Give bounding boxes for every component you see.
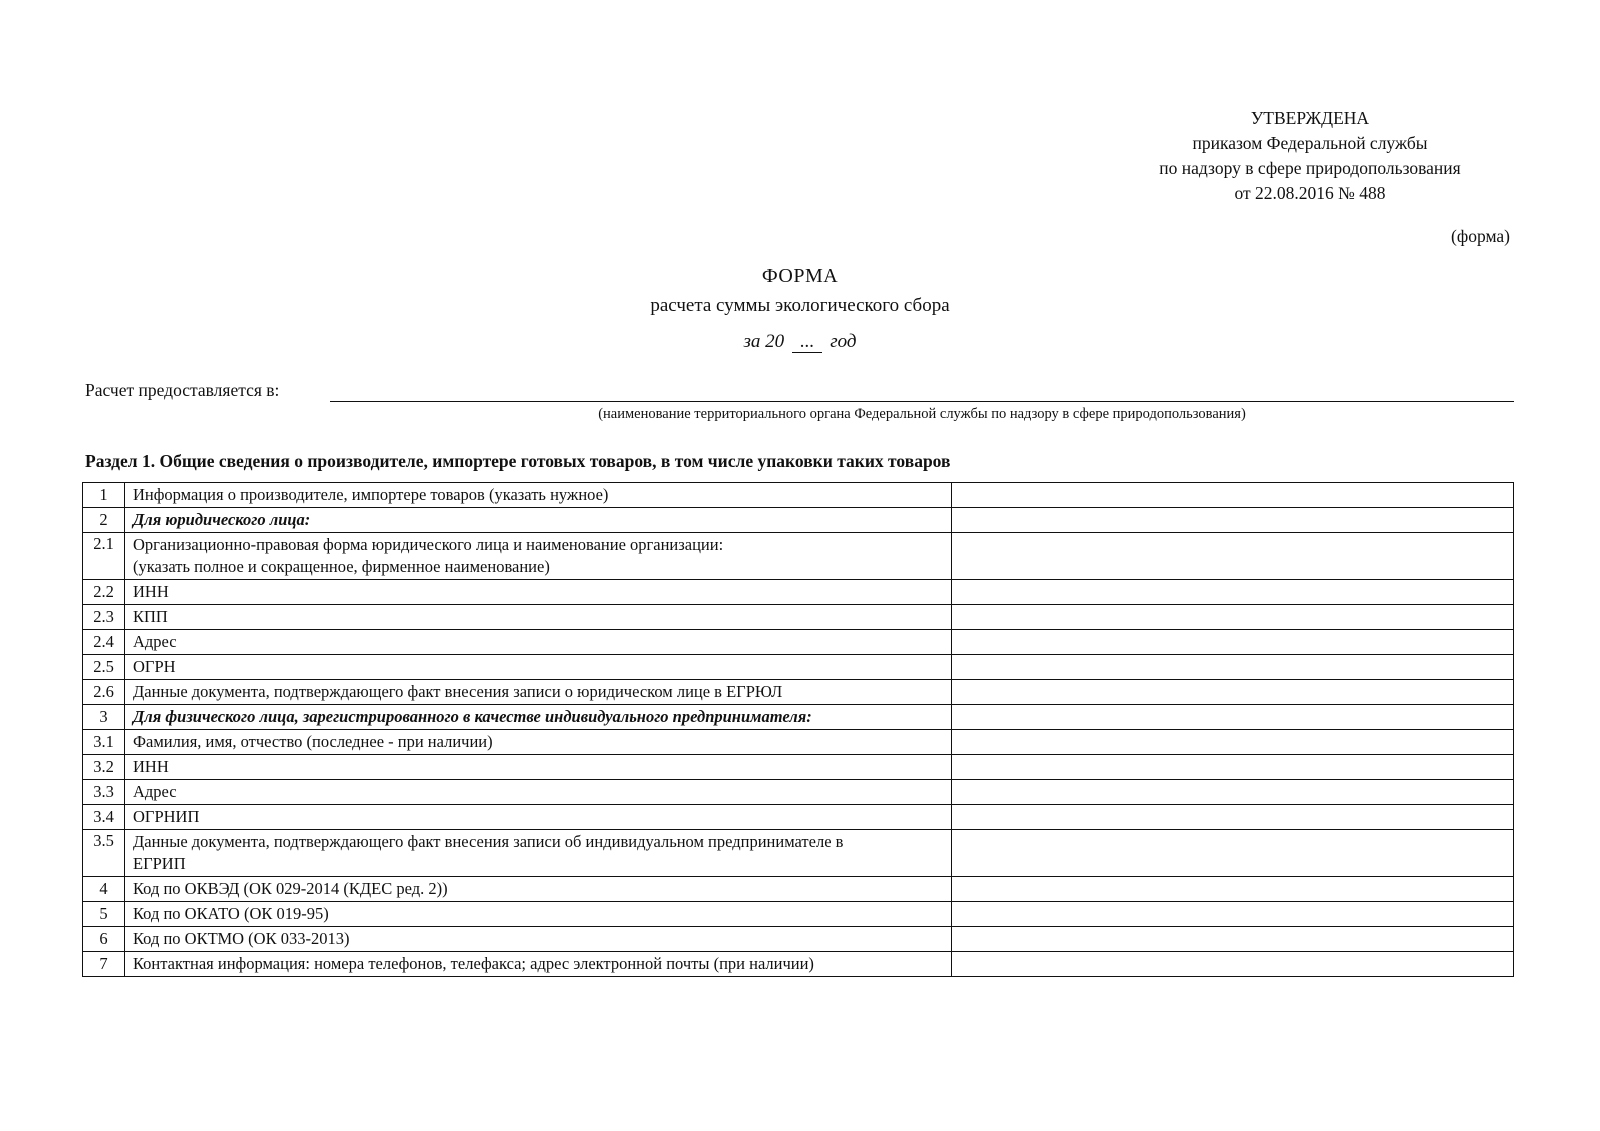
table-row [83, 805, 1514, 830]
row-number: 3.2 [83, 755, 125, 780]
recipient-input-line[interactable] [330, 401, 1514, 402]
table-row [83, 580, 1514, 605]
table-row [83, 508, 1514, 533]
row-number: 5 [83, 902, 125, 927]
row-label: ИНН [125, 580, 952, 605]
row-label: Код по ОКАТО (ОК 019-95) [125, 902, 952, 927]
recipient-label: Расчет предоставляется в: [85, 380, 280, 400]
approval-block [1110, 106, 1510, 206]
table-row [83, 680, 1514, 705]
row-value-field[interactable] [952, 483, 1514, 508]
row-number: 2.4 [83, 630, 125, 655]
table-row [83, 655, 1514, 680]
form-title: ФОРМА [761, 265, 839, 287]
section-1-table [82, 482, 1514, 977]
form-subtitle: расчета суммы экологического сбора [650, 295, 950, 316]
row-label: Адрес [125, 780, 952, 805]
row-number: 6 [83, 927, 125, 952]
row-number: 2.3 [83, 605, 125, 630]
recipient-hint: (наименование территориального органа Федеральной службы по надзору в сфере природопользования) [598, 406, 1246, 422]
row-number: 3.4 [83, 805, 125, 830]
form-mark: (форма) [1451, 226, 1510, 246]
table-row [83, 730, 1514, 755]
row-value-field[interactable] [952, 705, 1514, 730]
row-value-field[interactable] [952, 630, 1514, 655]
table-row [83, 902, 1514, 927]
row-number: 2 [83, 508, 125, 533]
section-1-title: Раздел 1. Общие сведения о производителе, импортере готовых товаров, в том числе упаковки таких товаров [85, 451, 951, 471]
table-row [83, 630, 1514, 655]
row-label: Контактная информация: номера телефонов, телефакса; адрес электронной почты (при наличии) [125, 952, 952, 977]
row-label: Для юридического лица: [125, 508, 952, 533]
row-value-field[interactable] [952, 780, 1514, 805]
approval-line-1: УТВЕРЖДЕНА [1250, 108, 1370, 128]
form-title-block [0, 262, 1600, 356]
row-value-field[interactable] [952, 830, 1514, 877]
row-label: Для физического лица, зарегистрированного в качестве индивидуального предпринимателя: [125, 705, 952, 730]
row-value-field[interactable] [952, 927, 1514, 952]
approval-line-3: по надзору в сфере природопользования [1159, 158, 1461, 178]
row-value-field[interactable] [952, 902, 1514, 927]
row-number: 4 [83, 877, 125, 902]
row-label-line-1: Данные документа, подтверждающего факт внесения записи об индивидуальном предпринимателе в [133, 832, 844, 851]
table-row [83, 877, 1514, 902]
row-label: ОГРН [125, 655, 952, 680]
row-label: Данные документа, подтверждающего факт внесения записи о юридическом лице в ЕГРЮЛ [125, 680, 952, 705]
row-number: 3.5 [83, 830, 125, 877]
table-row [83, 952, 1514, 977]
row-value-field[interactable] [952, 755, 1514, 780]
table-row [83, 483, 1514, 508]
row-value-field[interactable] [952, 877, 1514, 902]
row-label: Код по ОКВЭД (ОК 029-2014 (КДЕС ред. 2)) [125, 877, 952, 902]
row-number: 2.1 [83, 533, 125, 580]
row-number: 2.2 [83, 580, 125, 605]
row-number: 3.3 [83, 780, 125, 805]
row-label: Код по ОКТМО (ОК 033-2013) [125, 927, 952, 952]
row-label: КПП [125, 605, 952, 630]
row-number: 2.5 [83, 655, 125, 680]
row-label [125, 830, 952, 877]
table-row [83, 927, 1514, 952]
row-value-field[interactable] [952, 805, 1514, 830]
row-label: Информация о производителе, импортере товаров (указать нужное) [125, 483, 952, 508]
year-suffix: год [830, 331, 857, 352]
row-value-field[interactable] [952, 580, 1514, 605]
row-label: ОГРНИП [125, 805, 952, 830]
row-value-field[interactable] [952, 508, 1514, 533]
table-row [83, 780, 1514, 805]
row-label-line-1: Организационно-правовая форма юридического лица и наименование организации: [133, 535, 724, 554]
row-label-line-2: ЕГРИП [133, 854, 186, 873]
row-number: 1 [83, 483, 125, 508]
row-number: 3 [83, 705, 125, 730]
approval-line-2: приказом Федеральной службы [1192, 133, 1428, 153]
table-row [83, 755, 1514, 780]
row-value-field[interactable] [952, 533, 1514, 580]
row-number: 7 [83, 952, 125, 977]
table-row [83, 605, 1514, 630]
form-year-line [0, 328, 1600, 356]
table-row [83, 533, 1514, 580]
row-label-line-2: (указать полное и сокращенное, фирменное наименование) [133, 557, 550, 576]
table-row [83, 830, 1514, 877]
row-value-field[interactable] [952, 952, 1514, 977]
row-value-field[interactable] [952, 730, 1514, 755]
row-label: Адрес [125, 630, 952, 655]
row-label: Фамилия, имя, отчество (последнее - при наличии) [125, 730, 952, 755]
year-blank-field[interactable]: ... [792, 332, 822, 353]
row-value-field[interactable] [952, 605, 1514, 630]
row-value-field[interactable] [952, 680, 1514, 705]
row-label: ИНН [125, 755, 952, 780]
year-prefix: за 20 [743, 331, 785, 352]
row-label [125, 533, 952, 580]
row-number: 3.1 [83, 730, 125, 755]
table-row [83, 705, 1514, 730]
approval-line-4: от 22.08.2016 № 488 [1234, 183, 1386, 203]
row-value-field[interactable] [952, 655, 1514, 680]
row-number: 2.6 [83, 680, 125, 705]
